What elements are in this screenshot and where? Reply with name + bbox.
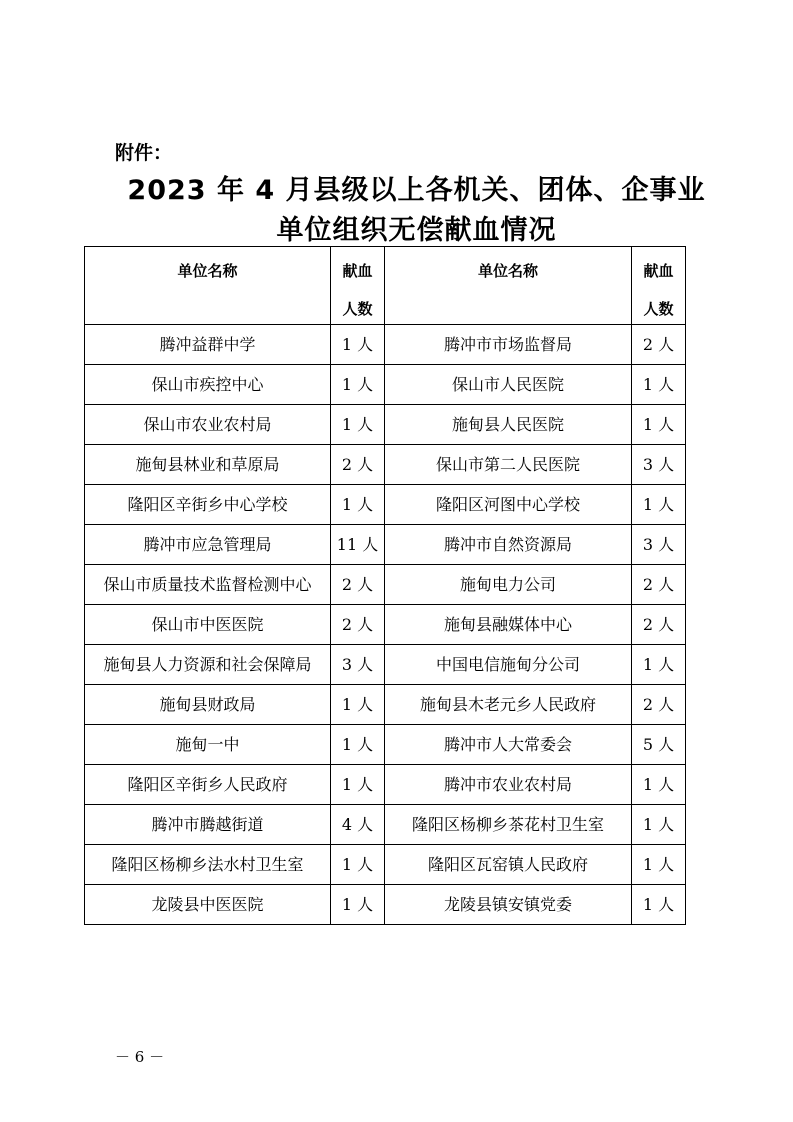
table-row — [85, 405, 686, 445]
donor-count-cell: 2 人 — [331, 605, 385, 645]
unit-name-cell: 保山市疾控中心 — [85, 365, 331, 405]
unit-name-cell: 腾冲市市场监督局 — [385, 325, 632, 365]
donor-count-cell: 1 人 — [632, 885, 686, 925]
table-row — [85, 365, 686, 405]
donor-count-cell: 2 人 — [632, 685, 686, 725]
unit-name-cell: 保山市第二人民医院 — [385, 445, 632, 485]
unit-name-cell: 腾冲市农业农村局 — [385, 765, 632, 805]
table-row — [85, 645, 686, 685]
table-row — [85, 605, 686, 645]
donor-count-cell: 1 人 — [331, 325, 385, 365]
unit-name-cell: 隆阳区辛街乡人民政府 — [85, 765, 331, 805]
donor-count-cell: 4 人 — [331, 805, 385, 845]
unit-name-cell: 保山市中医医院 — [85, 605, 331, 645]
unit-name-cell: 隆阳区辛街乡中心学校 — [85, 485, 331, 525]
donor-count-cell: 3 人 — [632, 445, 686, 485]
unit-name-cell: 隆阳区杨柳乡法水村卫生室 — [85, 845, 331, 885]
unit-name-cell: 龙陵县中医医院 — [85, 885, 331, 925]
header-unit-name-right: 单位名称 — [385, 247, 632, 325]
unit-name-cell: 施甸县人力资源和社会保障局 — [85, 645, 331, 685]
table-row — [85, 325, 686, 365]
donor-count-cell: 1 人 — [331, 885, 385, 925]
donor-count-cell: 1 人 — [331, 725, 385, 765]
unit-name-cell: 施甸电力公司 — [385, 565, 632, 605]
donor-count-cell: 1 人 — [331, 685, 385, 725]
header-donor-count-left: 献血 人数 — [331, 247, 385, 325]
donor-count-cell: 1 人 — [632, 765, 686, 805]
unit-name-cell: 隆阳区杨柳乡茶花村卫生室 — [385, 805, 632, 845]
donor-count-cell: 2 人 — [632, 325, 686, 365]
unit-name-cell: 施甸县财政局 — [85, 685, 331, 725]
donor-count-cell: 1 人 — [632, 845, 686, 885]
table-row — [85, 885, 686, 925]
donor-count-cell: 1 人 — [331, 845, 385, 885]
table-row — [85, 805, 686, 845]
unit-name-cell: 隆阳区河图中心学校 — [385, 485, 632, 525]
donor-count-cell: 5 人 — [632, 725, 686, 765]
donor-count-cell: 1 人 — [632, 485, 686, 525]
header-donor-count-right: 献血 人数 — [632, 247, 686, 325]
donor-count-cell: 2 人 — [632, 605, 686, 645]
table-row — [85, 525, 686, 565]
unit-name-cell: 腾冲市应急管理局 — [85, 525, 331, 565]
donor-count-cell: 1 人 — [331, 365, 385, 405]
unit-name-cell: 中国电信施甸分公司 — [385, 645, 632, 685]
unit-name-cell: 保山市农业农村局 — [85, 405, 331, 445]
page-number: － 6 － — [115, 1048, 165, 1066]
donor-count-cell: 3 人 — [331, 645, 385, 685]
donor-count-cell: 2 人 — [331, 565, 385, 605]
donor-count-cell: 1 人 — [632, 645, 686, 685]
donor-count-cell: 1 人 — [632, 365, 686, 405]
donor-count-cell: 3 人 — [632, 525, 686, 565]
unit-name-cell: 施甸县人民医院 — [385, 405, 632, 445]
unit-name-cell: 施甸县融媒体中心 — [385, 605, 632, 645]
unit-name-cell: 施甸一中 — [85, 725, 331, 765]
document-title-line-2: 单位组织无偿献血情况 — [276, 215, 557, 246]
unit-name-cell: 腾冲市腾越街道 — [85, 805, 331, 845]
table-row — [85, 765, 686, 805]
table-row — [85, 845, 686, 885]
unit-name-cell: 腾冲市自然资源局 — [385, 525, 632, 565]
table-row — [85, 685, 686, 725]
donor-count-cell: 2 人 — [632, 565, 686, 605]
donor-count-cell: 2 人 — [331, 445, 385, 485]
donor-count-cell: 11 人 — [331, 525, 385, 565]
donor-count-cell: 1 人 — [331, 405, 385, 445]
table-row — [85, 725, 686, 765]
unit-name-cell: 腾冲益群中学 — [85, 325, 331, 365]
unit-name-cell: 腾冲市人大常委会 — [385, 725, 632, 765]
unit-name-cell: 施甸县木老元乡人民政府 — [385, 685, 632, 725]
table-body — [85, 325, 686, 925]
attachment-label: 附件： — [115, 142, 173, 164]
unit-name-cell: 施甸县林业和草原局 — [85, 445, 331, 485]
donor-count-cell: 1 人 — [632, 805, 686, 845]
table-row — [85, 445, 686, 485]
table-row — [85, 485, 686, 525]
unit-name-cell: 保山市人民医院 — [385, 365, 632, 405]
document-title-line-1: 2023 年 4 月县级以上各机关、团体、企事业 — [127, 175, 706, 206]
unit-name-cell: 龙陵县镇安镇党委 — [385, 885, 632, 925]
donor-count-cell: 1 人 — [632, 405, 686, 445]
table-row — [85, 565, 686, 605]
unit-name-cell: 保山市质量技术监督检测中心 — [85, 565, 331, 605]
header-unit-name-left: 单位名称 — [85, 247, 331, 325]
unit-name-cell: 隆阳区瓦窑镇人民政府 — [385, 845, 632, 885]
donation-table — [84, 246, 686, 925]
table-header-row — [85, 247, 686, 325]
donor-count-cell: 1 人 — [331, 765, 385, 805]
donor-count-cell: 1 人 — [331, 485, 385, 525]
